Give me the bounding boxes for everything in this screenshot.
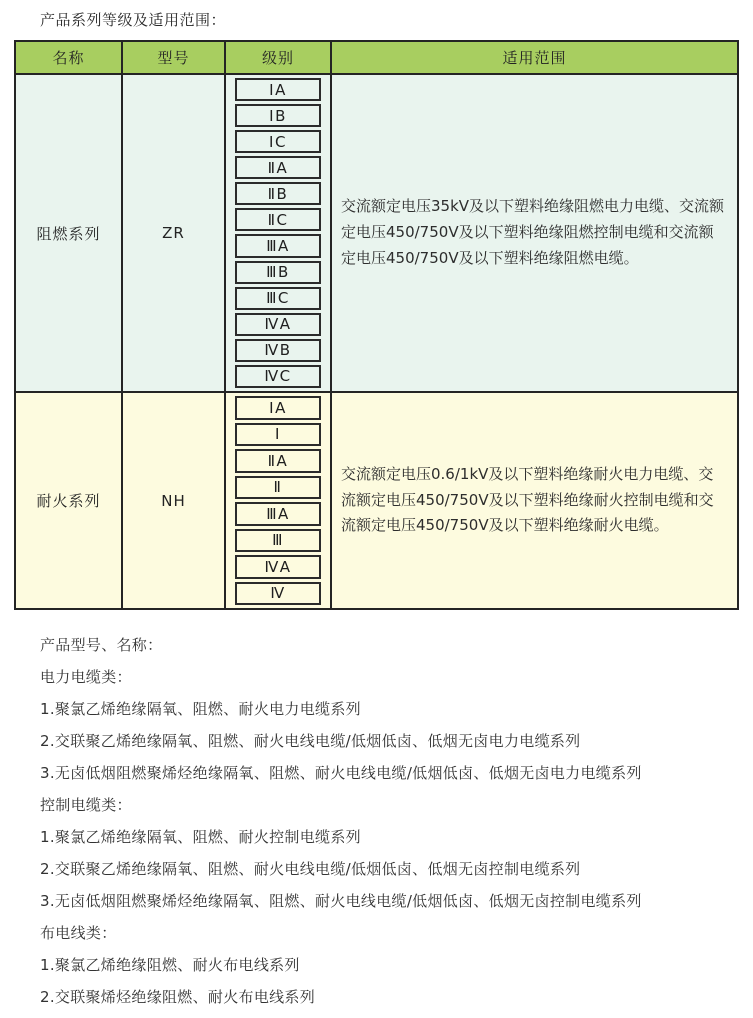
- listing-group-label-control: 控制电缆类：: [40, 795, 132, 814]
- grade-cell: ⅣC: [235, 365, 321, 388]
- grade-cell: ⅠC: [235, 130, 321, 153]
- grade-cell: ⅡC: [235, 208, 321, 231]
- grade-cell: ⅡB: [235, 182, 321, 205]
- grade-cell: ⅣA: [235, 313, 321, 336]
- listing-heading: 产品型号、名称：: [40, 635, 163, 654]
- series-name: 阻燃系列: [16, 75, 123, 391]
- product-listing: [40, 628, 739, 1012]
- grade-cell: ⅢB: [235, 261, 321, 284]
- listing-item: 2.交联聚乙烯绝缘隔氧、阻燃、耐火电线电缆/低烟低卤、低烟无卤电力电缆系列: [40, 731, 581, 750]
- series-model: ZR: [123, 75, 226, 391]
- table-header-row: [16, 42, 737, 75]
- grade-cell: Ⅳ: [235, 582, 321, 606]
- grade-cell: Ⅱ: [235, 476, 321, 500]
- grade-cell: ⅠA: [235, 78, 321, 101]
- listing-item: 1.聚氯乙烯绝缘隔氧、阻燃、耐火电力电缆系列: [40, 699, 361, 718]
- grade-cell: ⅡA: [235, 156, 321, 179]
- listing-item: 3.无卤低烟阻燃聚烯烃绝缘隔氧、阻燃、耐火电线电缆/低烟低卤、低烟无卤控制电缆系列: [40, 891, 642, 910]
- col-header-scope: 适用范围: [502, 49, 567, 67]
- listing-item: 2.交联聚烯烃绝缘阻燃、耐火布电线系列: [40, 987, 316, 1006]
- grade-cell: Ⅰ: [235, 423, 321, 447]
- grade-cell: ⅣA: [235, 555, 321, 579]
- grade-cell: ⅢC: [235, 287, 321, 310]
- col-header-grade: 级别: [226, 42, 332, 73]
- listing-item: 1.聚氯乙烯绝缘隔氧、阻燃、耐火控制电缆系列: [40, 827, 361, 846]
- grade-cell: Ⅲ: [235, 529, 321, 553]
- grade-cell: ⅠB: [235, 104, 321, 127]
- grade-column: [226, 75, 332, 391]
- series-scope: 交流额定电压0.6/1kV及以下塑料绝缘耐火电力电缆、交流额定电压450/750V及以下塑料绝缘耐火控制电缆和交流额定电压450/750V及以下塑料绝缘耐火电缆。: [341, 464, 714, 535]
- listing-group-label-power: 电力电缆类：: [40, 667, 132, 686]
- grade-column: [226, 393, 332, 608]
- grade-cell: ⅡA: [235, 449, 321, 473]
- table-row-nh-series: [16, 393, 737, 608]
- grade-cell: ⅢA: [235, 234, 321, 257]
- grade-cell: ⅠA: [235, 396, 321, 420]
- col-header-model: 型号: [123, 42, 226, 73]
- page-title: 产品系列等级及适用范围：: [40, 11, 227, 29]
- product-grade-table: [14, 40, 739, 610]
- listing-item: 2.交联聚乙烯绝缘隔氧、阻燃、耐火电线电缆/低烟低卤、低烟无卤控制电缆系列: [40, 859, 581, 878]
- table-row-zr-series: [16, 75, 737, 393]
- listing-item: 3.无卤低烟阻燃聚烯烃绝缘隔氧、阻燃、耐火电线电缆/低烟低卤、低烟无卤电力电缆系列: [40, 763, 642, 782]
- series-model: NH: [123, 393, 226, 608]
- grade-cell: ⅢA: [235, 502, 321, 526]
- series-name: 耐火系列: [16, 393, 123, 608]
- series-scope: 交流额定电压35kV及以下塑料绝缘阻燃电力电缆、交流额定电压450/750V及以下塑料绝缘阻燃控制电缆和交流额定电压450/750V及以下塑料绝缘阻燃电缆。: [341, 197, 725, 267]
- listing-item: 1.聚氯乙烯绝缘阻燃、耐火布电线系列: [40, 955, 300, 974]
- grade-cell: ⅣB: [235, 339, 321, 362]
- col-header-name: 名称: [16, 42, 123, 73]
- listing-group-label-wiring: 布电线类：: [40, 923, 117, 942]
